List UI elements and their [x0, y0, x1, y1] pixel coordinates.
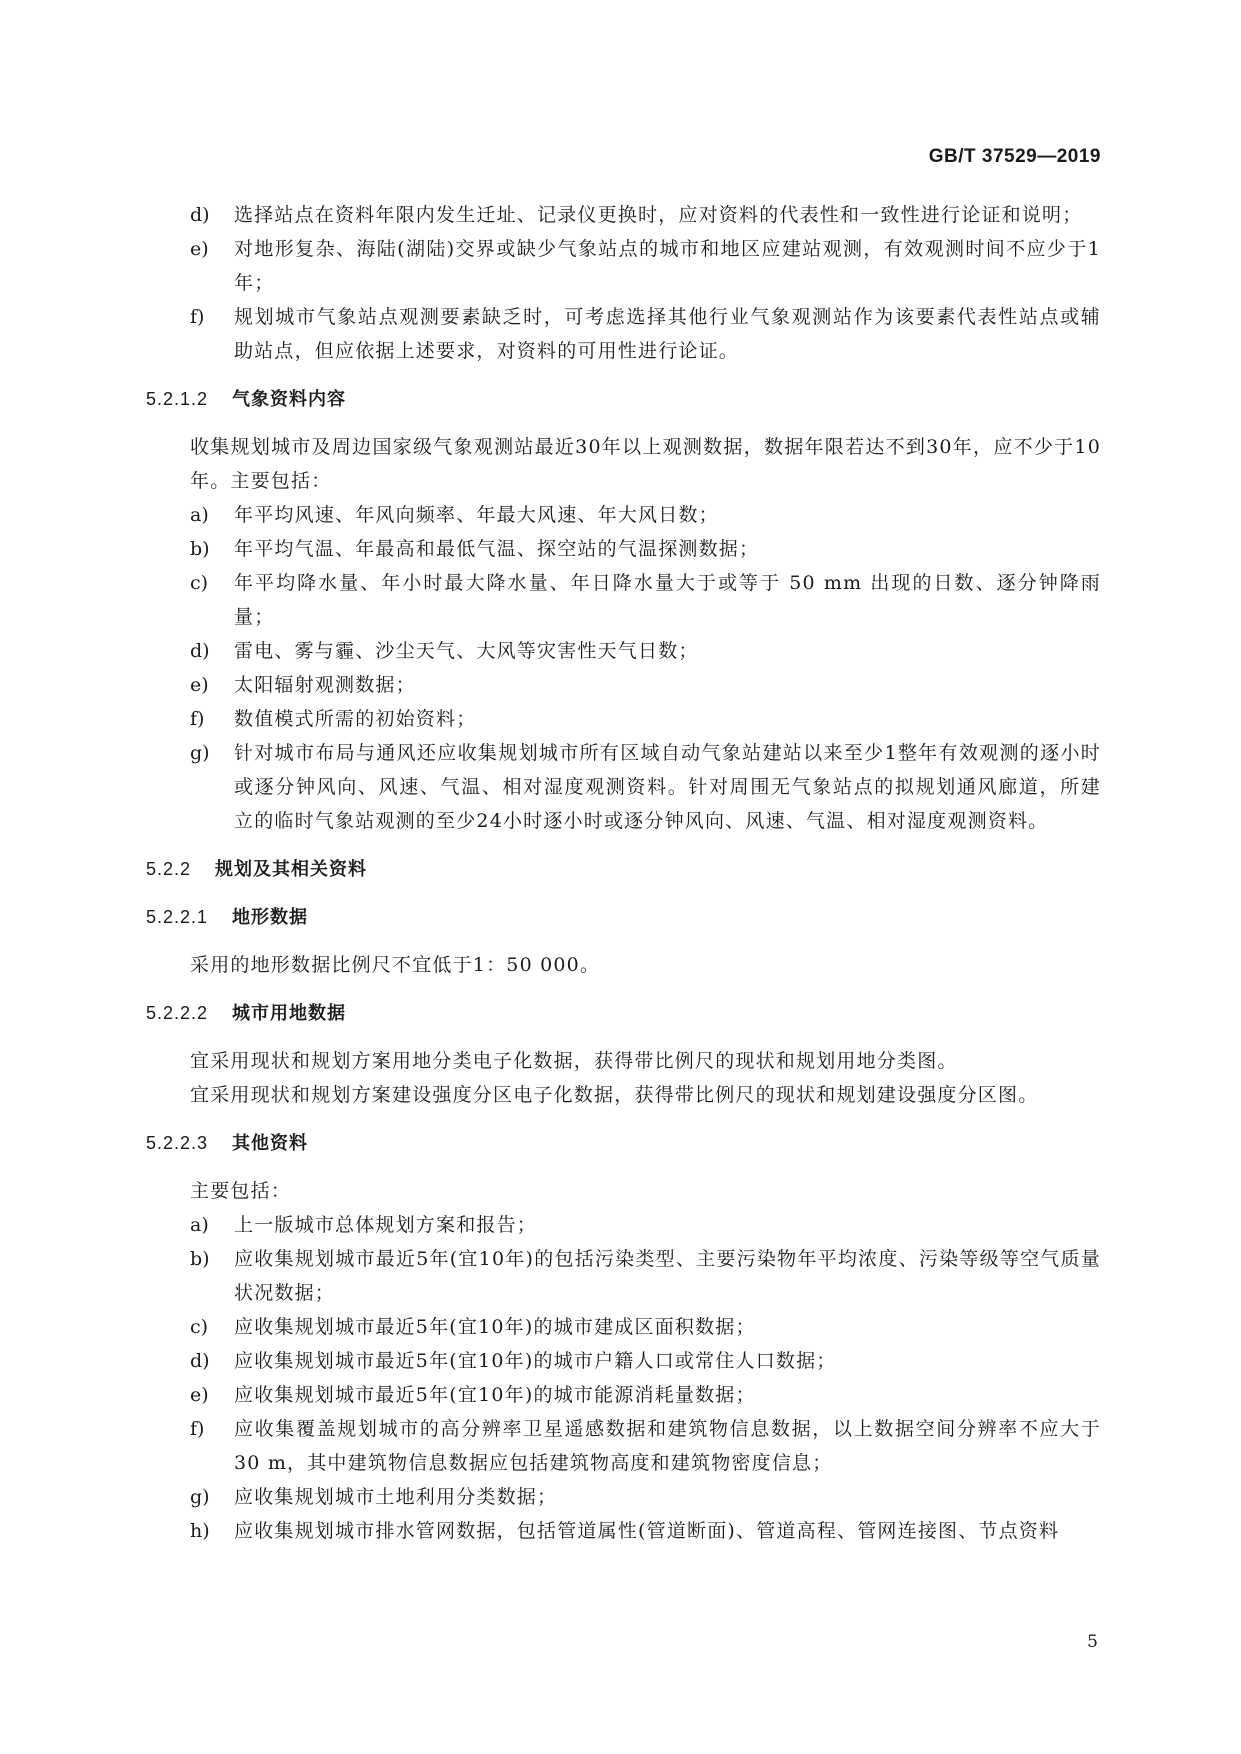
- section-number: 5.2.2.3: [146, 1133, 209, 1153]
- list-label: d): [190, 1350, 210, 1372]
- list-label: a): [190, 504, 209, 526]
- section-heading-5-2-2-1: [146, 900, 1101, 934]
- paragraph: 宜采用现状和规划方案建设强度分区电子化数据，获得带比例尺的现状和规划建设强度分区图。: [190, 1084, 1039, 1106]
- list-text: 规划城市气象站点观测要素缺乏时，可考虑选择其他行业气象观测站作为该要素代表性站点或辅助站点，但应依据上述要求，对资料的可用性进行论证。: [234, 306, 1101, 362]
- list-item: [146, 1242, 1101, 1310]
- list-text: 上一版城市总体规划方案和报告；: [234, 1214, 538, 1236]
- list-item: [146, 532, 1101, 566]
- section-title: 气象资料内容: [232, 389, 347, 409]
- list-label: e): [190, 674, 209, 696]
- list-label: b): [190, 538, 210, 560]
- paragraph: 收集规划城市及周边国家级气象观测站最近30年以上观测数据，数据年限若达不到30年，应不少于10年。主要包括：: [190, 436, 1101, 492]
- list-text: 应收集规划城市土地利用分类数据；: [234, 1486, 558, 1508]
- list-label: d): [190, 204, 210, 226]
- list-label: f): [190, 708, 205, 730]
- list-text: 太阳辐射观测数据；: [234, 674, 416, 696]
- list-text: 数值模式所需的初始资料；: [234, 708, 477, 730]
- list-item: [146, 1412, 1101, 1480]
- section-title: 规划及其相关资料: [215, 859, 368, 879]
- paragraph: 主要包括：: [190, 1180, 292, 1202]
- section-number: 5.2.2.2: [146, 1003, 209, 1023]
- list-text: 应收集覆盖规划城市的高分辨率卫星遥感数据和建筑物信息数据，以上数据空间分辨率不应大于30 m，其中建筑物信息数据应包括建筑物高度和建筑物密度信息；: [234, 1418, 1101, 1474]
- section-number: 5.2.1.2: [146, 389, 209, 409]
- list-label: c): [190, 572, 209, 594]
- list-text: 雷电、雾与霾、沙尘天气、大风等灾害性天气日数；: [234, 640, 699, 662]
- paragraph: 采用的地形数据比例尺不宜低于1：50 000。: [190, 954, 601, 976]
- list-text: 年平均气温、年最高和最低气温、探空站的气温探测数据；: [234, 538, 760, 560]
- paragraph: 宜采用现状和规划方案用地分类电子化数据，获得带比例尺的现状和规划用地分类图。: [190, 1050, 958, 1072]
- list-text: 年平均降水量、年小时最大降水量、年日降水量大于或等于 50 mm 出现的日数、逐分钟降雨量；: [234, 572, 1101, 628]
- list-item: [146, 1480, 1101, 1514]
- list-text: 应收集规划城市最近5年(宜10年)的城市能源消耗量数据；: [234, 1384, 756, 1406]
- list-text: 应收集规划城市排水管网数据，包括管道属性(管道断面)、管道高程、管网连接图、节点资料: [234, 1520, 1060, 1542]
- list-label: g): [190, 742, 210, 764]
- list-text: 对地形复杂、海陆(湖陆)交界或缺少气象站点的城市和地区应建站观测，有效观测时间不应少于1年；: [234, 238, 1101, 294]
- list-item: [146, 566, 1101, 634]
- list-text: 年平均风速、年风向频率、年最大风速、年大风日数；: [234, 504, 719, 526]
- section-title: 城市用地数据: [232, 1003, 347, 1023]
- list-item: [146, 668, 1101, 702]
- list-label: h): [190, 1520, 210, 1542]
- list-text: 应收集规划城市最近5年(宜10年)的包括污染类型、主要污染物年平均浓度、污染等级等空气质量状况数据；: [234, 1248, 1101, 1304]
- list-text: 选择站点在资料年限内发生迁址、记录仪更换时，应对资料的代表性和一致性进行论证和说明；: [234, 204, 1083, 226]
- list-item: [146, 1378, 1101, 1412]
- list-item: [146, 1310, 1101, 1344]
- list-text: 针对城市布局与通风还应收集规划城市所有区域自动气象站建站以来至少1整年有效观测的逐小时或逐分钟风向、风速、气温、相对湿度观测资料。针对周围无气象站点的拟规划通风廊道，所建立的临时气象站观测的至少24小时逐小时或逐分钟风向、风速、气温、相对湿度观测资料。: [234, 742, 1101, 832]
- list-text: 应收集规划城市最近5年(宜10年)的城市建成区面积数据；: [234, 1316, 756, 1338]
- section-heading-5-2-2-3: [146, 1126, 1101, 1160]
- list-label: c): [190, 1316, 209, 1338]
- list-item: [146, 702, 1101, 736]
- section-title: 其他资料: [232, 1133, 309, 1153]
- list-item: [146, 300, 1101, 368]
- section-heading-5-2-2-2: [146, 996, 1101, 1030]
- section-heading-5-2-1-2: [146, 382, 1101, 416]
- page-number: 5: [1087, 1632, 1098, 1652]
- list-text: 应收集规划城市最近5年(宜10年)的城市户籍人口或常住人口数据；: [234, 1350, 837, 1372]
- list-item: [146, 634, 1101, 668]
- list-item: [146, 736, 1101, 838]
- list-item: [146, 198, 1101, 232]
- list-label: f): [190, 306, 205, 328]
- list-item: [146, 1514, 1101, 1548]
- list-label: g): [190, 1486, 210, 1508]
- list-label: e): [190, 1384, 209, 1406]
- section-heading-5-2-2: [146, 852, 1101, 886]
- list-label: b): [190, 1248, 210, 1270]
- standard-code: GB/T 37529—2019: [928, 146, 1101, 167]
- list-item: [146, 1208, 1101, 1242]
- list-item: [146, 498, 1101, 532]
- section-number: 5.2.2.1: [146, 907, 209, 927]
- section-title: 地形数据: [232, 907, 309, 927]
- list-label: a): [190, 1214, 209, 1236]
- list-label: d): [190, 640, 210, 662]
- list-label: f): [190, 1418, 205, 1440]
- list-item: [146, 1344, 1101, 1378]
- page-body: [146, 198, 1101, 1548]
- section-number: 5.2.2: [146, 859, 192, 879]
- list-label: e): [190, 238, 209, 260]
- list-item: [146, 232, 1101, 300]
